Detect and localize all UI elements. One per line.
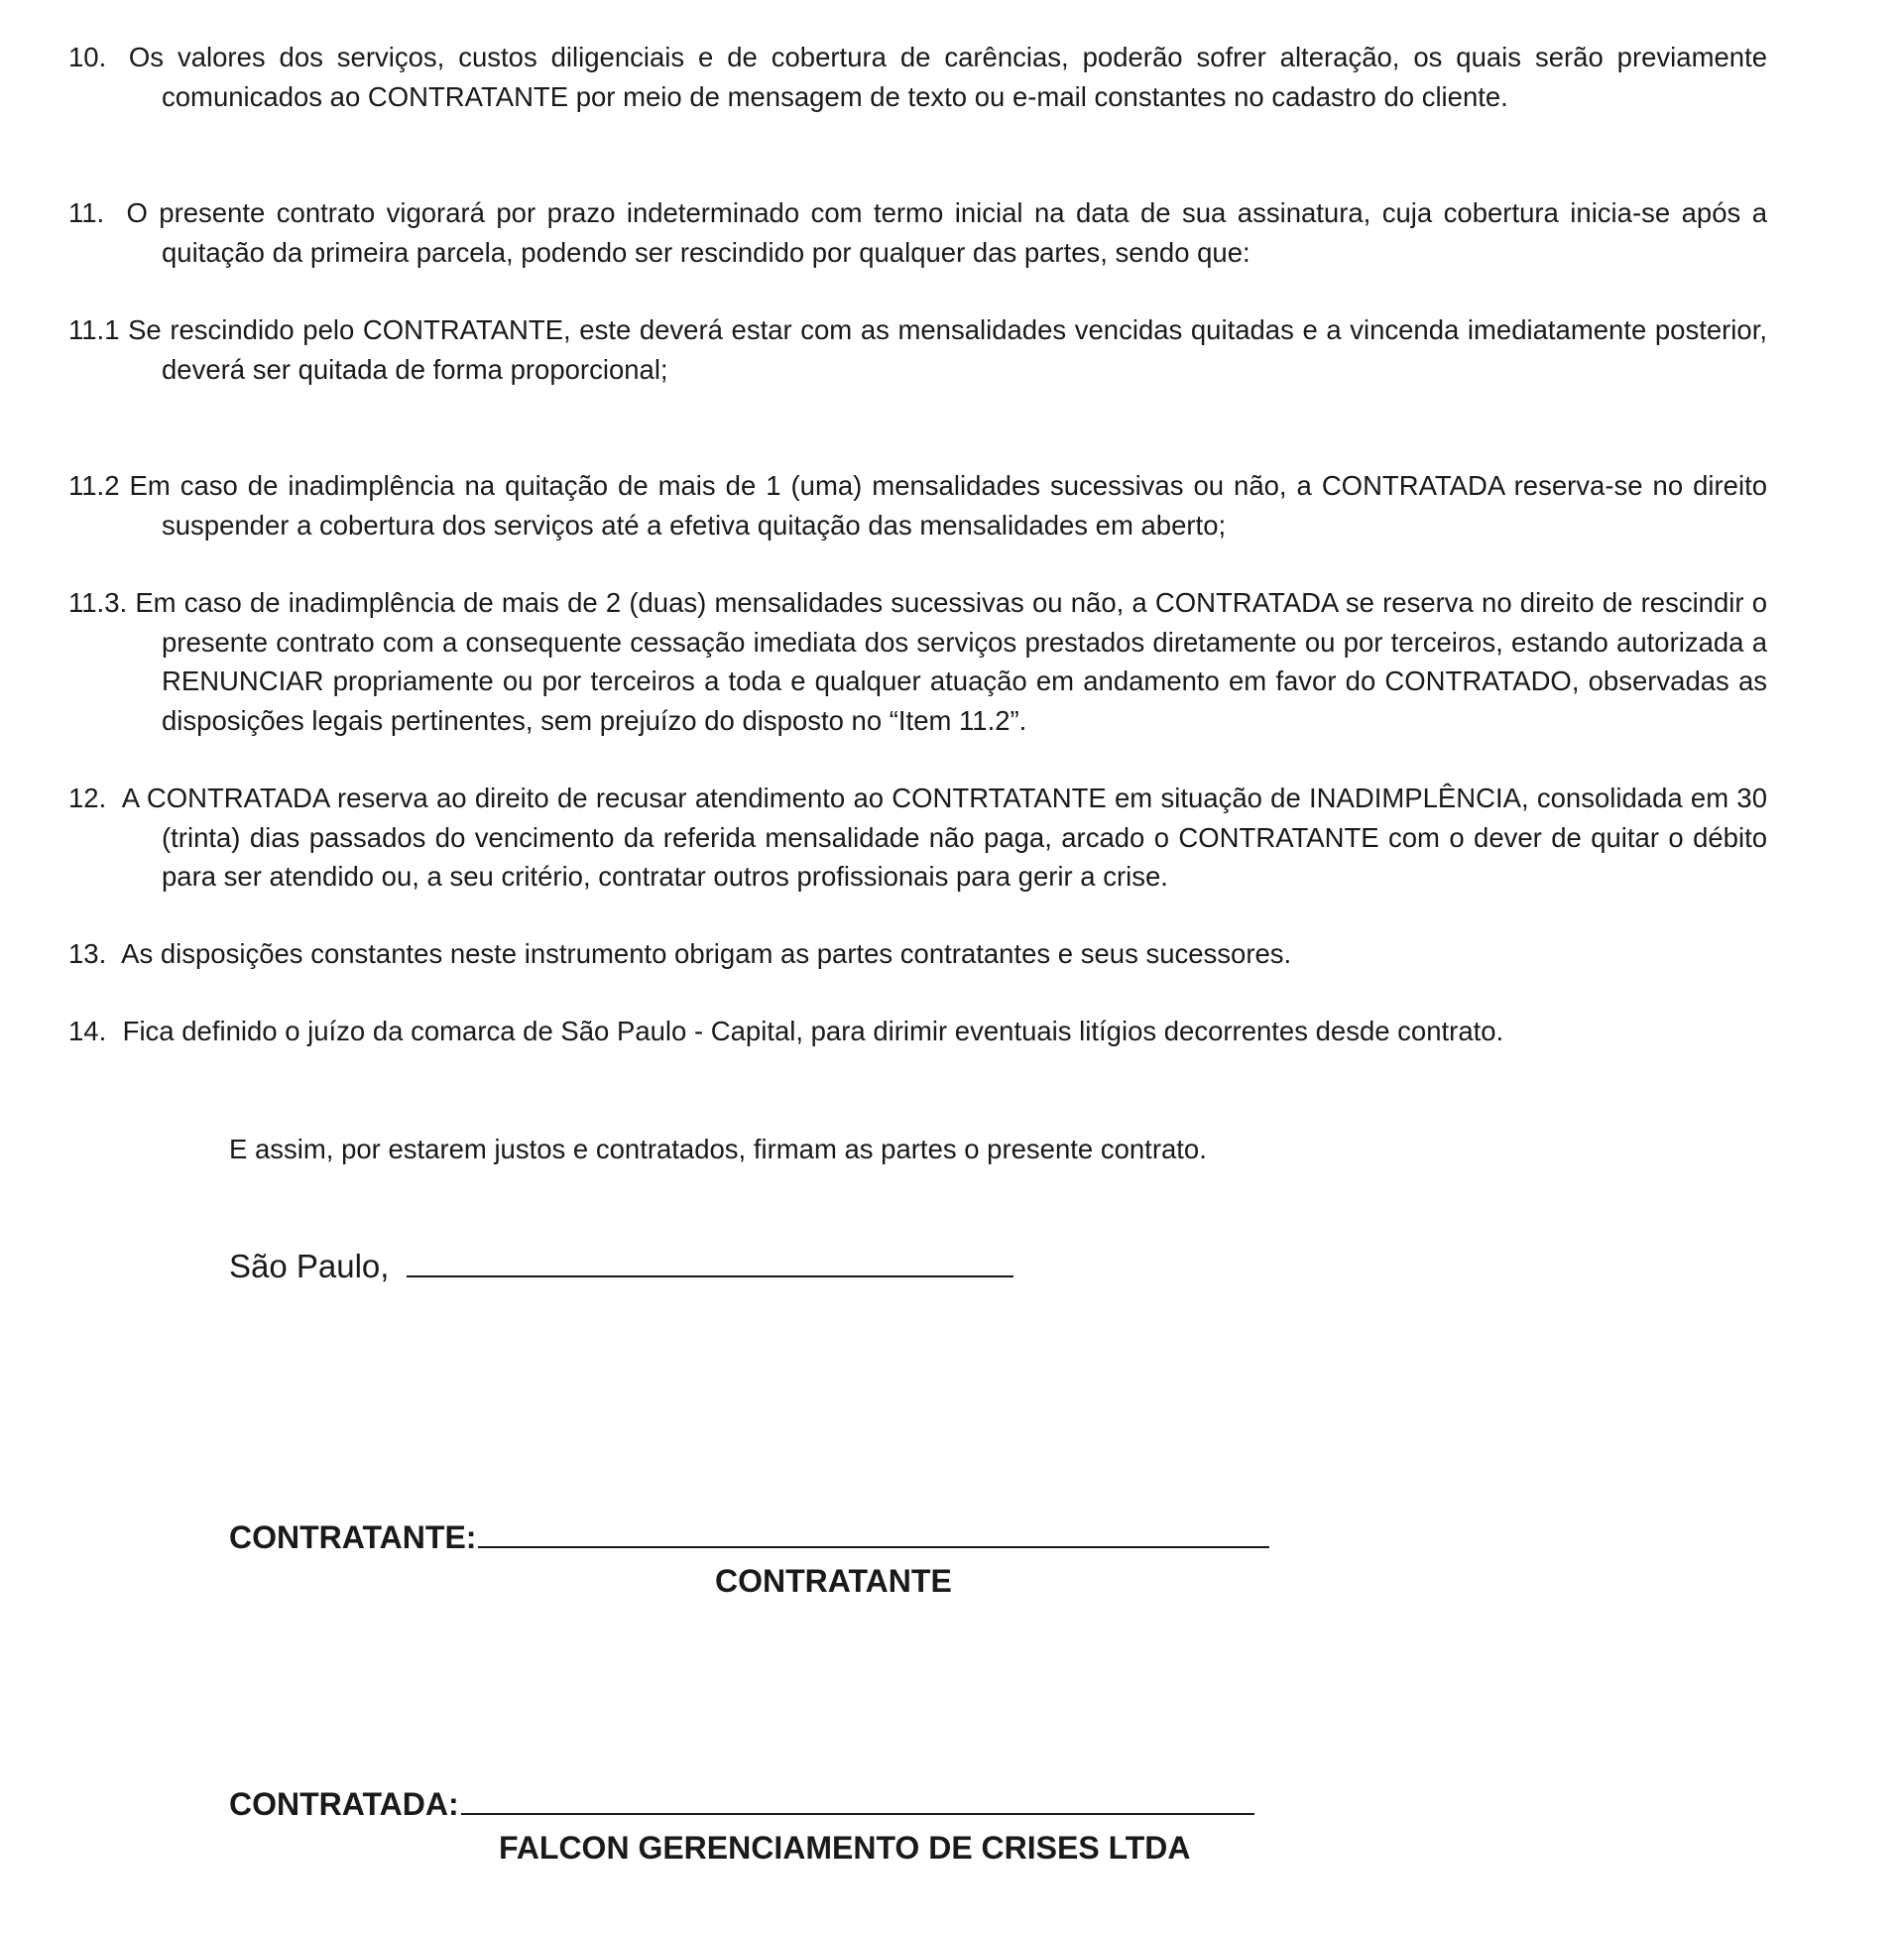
contratada-name: FALCON GERENCIAMENTO DE CRISES LTDA — [499, 1830, 1191, 1866]
contratante-label: CONTRATANTE: — [229, 1519, 477, 1555]
clause-text: Se rescindido pelo CONTRATANTE, este deverá estar com as mensalidades vencidas quitadas e a vincenda imediatamente posterior, deverá ser quitada de forma proporcional; — [128, 314, 1767, 385]
clause-11: 11. O presente contrato vigorará por prazo indeterminado com termo inicial na data de sua assinatura, cuja cobertura inicia-se após a quitação da primeira parcela, podendo ser rescindido por qualquer das partes, sendo que: — [68, 197, 1767, 268]
clause-13: 13. As disposições constantes neste instrumento obrigam as partes contratantes e seus sucessores. — [68, 938, 1292, 969]
clause-text: Em caso de inadimplência de mais de 2 (duas) mensalidades sucessivas ou não, a CONTRATADA se reserva no direito de rescindir o presente contrato com a consequente cessação imediata dos serviços prestados diretamente ou por terceiros, estando autorizada a RENUNCIAR propriamente ou por terceiros a toda e qualquer atuação em andamento em favor do CONTRATADO, observadas as disposições legais pertinentes, sem prejuízo do disposto no “Item 11.2”. — [135, 587, 1768, 736]
place-date-line — [229, 1245, 1013, 1288]
clause-14: 14. Fica definido o juízo da comarca de São Paulo - Capital, para dirimir eventuais litígios decorrentes desde contrato. — [68, 1016, 1504, 1046]
clause-text: Os valores dos serviços, custos diligenciais e de cobertura de carências, poderão sofrer alteração, os quais serão previamente comunicados ao CONTRATANTE por meio de mensagem de texto ou e-mail constantes no cadastro do cliente. — [128, 42, 1767, 112]
clause-text: Em caso de inadimplência na quitação de mais de 1 (uma) mensalidades sucessivas ou não, a CONTRATADA reserva-se no direito suspender a cobertura dos serviços até a efetiva quitação das mensalidades em aberto; — [129, 470, 1768, 541]
place-label: São Paulo, — [229, 1248, 390, 1284]
contratante-blank-line — [478, 1545, 1269, 1548]
clause-number: 11.3. — [68, 587, 128, 618]
contratada-signature-line — [229, 1782, 1254, 1826]
clause-text: O presente contrato vigorará por prazo indeterminado com termo inicial na data de sua assinatura, cuja cobertura inicia-se após a quitação da primeira parcela, podendo ser rescindido por qualquer das partes, sendo que: — [126, 197, 1767, 268]
date-blank-line — [407, 1274, 1013, 1277]
contratante-name: CONTRATANTE — [715, 1563, 952, 1599]
contratante-signature-line — [229, 1515, 1269, 1559]
closing-statement: E assim, por estarem justos e contratados, firmam as partes o presente contrato. — [229, 1134, 1207, 1164]
clause-10: 10. Os valores dos serviços, custos diligenciais e de cobertura de carências, poderão sofrer alteração, os quais serão previamente comunicados ao CONTRATANTE por meio de mensagem de texto ou e-mail constantes no cadastro do cliente. — [68, 42, 1767, 112]
clause-12: 12. A CONTRATADA reserva ao direito de recusar atendimento ao CONTRTATANTE em situação de INADIMPLÊNCIA, consolidada em 30 (trinta) dias passados do vencimento da referida mensalidade não paga, arcado o CONTRATANTE com o dever de quitar o débito para ser atendido ou, a seu critério, contratar outros profissionais para gerir a crise. — [68, 783, 1767, 892]
contratada-blank-line — [461, 1812, 1254, 1815]
clause-11-3 — [68, 583, 1768, 740]
clause-text: Fica definido o juízo da comarca de São Paulo - Capital, para dirimir eventuais litígios decorrentes desde contrato. — [122, 1016, 1504, 1046]
clause-text: A CONTRATADA reserva ao direito de recusar atendimento ao CONTRTATANTE em situação de INADIMPLÊNCIA, consolidada em 30 (trinta) dias passados do vencimento da referida mensalidade não paga, arcado o CONTRATANTE com o dever de quitar o débito para ser atendido ou, a seu critério, contratar outros profissionais para gerir a crise. — [121, 783, 1767, 892]
clause-number: 11.2 — [68, 470, 120, 501]
clause-number: 11.1 — [68, 314, 120, 345]
clause-11-2 — [68, 466, 1768, 544]
clause-11-1 — [68, 310, 1767, 389]
clause-text: As disposições constantes neste instrumento obrigam as partes contratantes e seus sucessores. — [121, 938, 1292, 969]
contratada-label: CONTRATADA: — [229, 1786, 459, 1822]
